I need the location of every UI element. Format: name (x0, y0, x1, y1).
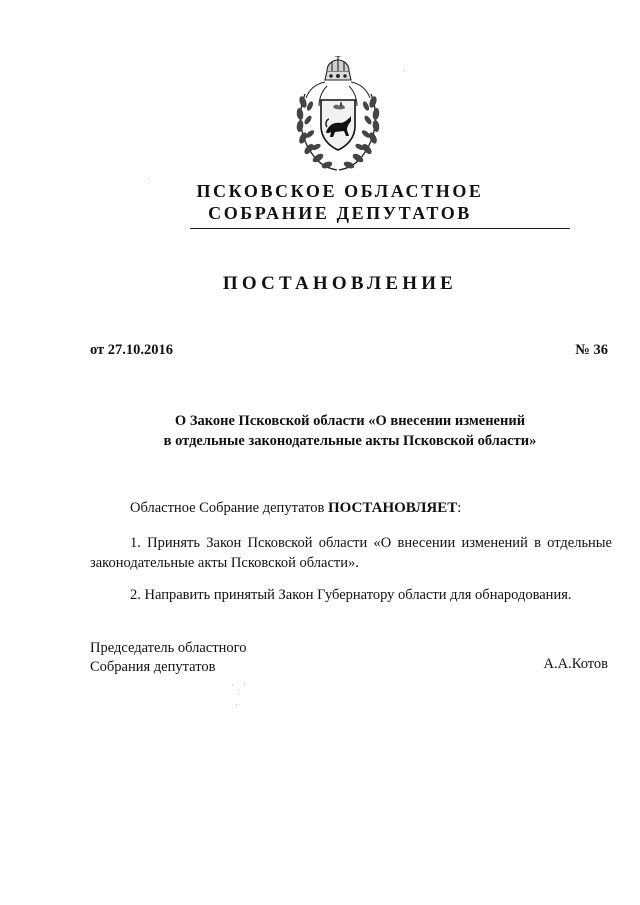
header-divider (190, 228, 570, 229)
document-date: от 27.10.2016 (90, 342, 174, 358)
scan-speck (238, 690, 239, 691)
signatory-position-line2: Собрания депутатов (90, 659, 216, 675)
signatory-position (90, 639, 246, 677)
signatory-name: А.А.Котов (543, 656, 608, 672)
preamble-colon: : (457, 500, 462, 516)
document-number: № 36 (575, 342, 608, 358)
scan-speck (236, 704, 237, 705)
item1-line1: 1. Принять Закон Псковской области «О внесении изменений в отдельные (130, 535, 612, 551)
document-subject (100, 411, 600, 451)
signatory-position-line1: Председатель областного (90, 640, 247, 656)
scan-speck (244, 684, 245, 685)
document-type-title: ПОСТАНОВЛЕНИЕ (222, 273, 458, 294)
resolution-item-2: 2. Направить принятый Закон Губернатору области для обнародования. (130, 587, 572, 603)
subject-line1: О Законе Псковской области «О внесении изменений (174, 413, 526, 429)
item1-line2: законодательные акты Псковской области». (90, 555, 359, 571)
preamble-text: Областное Собрание депутатов (130, 500, 329, 516)
preamble-resolves: ПОСТАНОВЛЯЕТ (328, 500, 458, 516)
resolution-item-1 (90, 533, 612, 573)
scan-speck (404, 70, 405, 71)
organization-name-line1: ПСКОВСКОЕ ОБЛАСТНОЕ (196, 181, 484, 201)
scan-speck (232, 684, 233, 685)
resolution-preamble (130, 498, 461, 518)
pskov-coat-of-arms-icon (291, 56, 385, 174)
scan-speck (148, 178, 149, 179)
subject-line2: в отдельные законодательные акты Псковской области» (163, 433, 537, 449)
organization-name-line2: СОБРАНИЕ ДЕПУТАТОВ (208, 203, 472, 223)
